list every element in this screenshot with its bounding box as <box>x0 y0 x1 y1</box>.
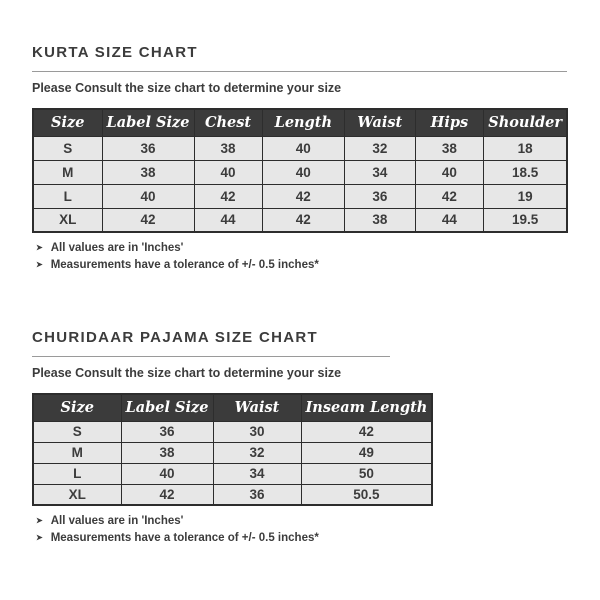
cell: 42 <box>121 484 213 505</box>
kurta-notes <box>32 242 568 271</box>
cell: XL <box>33 484 121 505</box>
cell: 32 <box>213 442 301 463</box>
churidaar-subtitle: Please Consult the size chart to determine your size <box>32 366 342 380</box>
cell: 18.5 <box>484 160 567 184</box>
churidaar-row-s <box>33 421 432 442</box>
cell: M <box>33 442 121 463</box>
cell: 38 <box>121 442 213 463</box>
cell: S <box>33 136 102 160</box>
cell: 38 <box>345 208 415 232</box>
cell: L <box>33 463 121 484</box>
churidaar-notes <box>32 515 568 544</box>
kurta-col-length: Length <box>262 109 345 136</box>
cell: 38 <box>102 160 194 184</box>
cell: 38 <box>194 136 262 160</box>
churidaar-col-inseam-length: Inseam Length <box>301 394 432 421</box>
kurta-col-chest: Chest <box>194 109 262 136</box>
churidaar-col-size: Size <box>33 394 121 421</box>
cell: 19 <box>484 184 567 208</box>
arrow-bullet-icon: ➤ <box>36 533 43 542</box>
arrow-bullet-icon: ➤ <box>36 260 43 269</box>
cell: S <box>33 421 121 442</box>
cell: 18 <box>484 136 567 160</box>
kurta-row-s <box>33 136 567 160</box>
churidaar-section <box>32 329 568 544</box>
cell: 44 <box>194 208 262 232</box>
cell: 19.5 <box>484 208 567 232</box>
cell: 34 <box>345 160 415 184</box>
kurta-row-xl <box>33 208 567 232</box>
kurta-subtitle: Please Consult the size chart to determine your size <box>32 81 342 95</box>
churidaar-section-title: CHURIDAAR PAJAMA SIZE CHART <box>32 329 318 346</box>
cell: 36 <box>121 421 213 442</box>
arrow-bullet-icon: ➤ <box>36 243 43 252</box>
cell: 40 <box>102 184 194 208</box>
kurta-title-divider <box>32 71 567 72</box>
kurta-size-table <box>32 108 568 233</box>
cell: 38 <box>415 136 484 160</box>
cell: 40 <box>194 160 262 184</box>
kurta-row-m <box>33 160 567 184</box>
churidaar-header-row <box>33 394 432 421</box>
kurta-col-hips: Hips <box>415 109 484 136</box>
note-item <box>36 242 568 254</box>
cell: 42 <box>262 208 345 232</box>
kurta-row-l <box>33 184 567 208</box>
cell: 34 <box>213 463 301 484</box>
cell: L <box>33 184 102 208</box>
cell: M <box>33 160 102 184</box>
cell: 49 <box>301 442 432 463</box>
churidaar-row-m <box>33 442 432 463</box>
kurta-col-label-size: Label Size <box>102 109 194 136</box>
churidaar-size-table <box>32 393 433 506</box>
cell: 40 <box>262 136 345 160</box>
kurta-col-shoulder: Shoulder <box>484 109 567 136</box>
cell: 42 <box>194 184 262 208</box>
churidaar-row-l <box>33 463 432 484</box>
note-item <box>36 532 568 544</box>
churidaar-title-divider <box>32 356 390 357</box>
churidaar-col-label-size: Label Size <box>121 394 213 421</box>
note-item <box>36 259 568 271</box>
cell: 42 <box>262 184 345 208</box>
cell: 40 <box>262 160 345 184</box>
cell: 42 <box>415 184 484 208</box>
cell: 36 <box>102 136 194 160</box>
cell: 32 <box>345 136 415 160</box>
cell: XL <box>33 208 102 232</box>
note-text: All values are in 'Inches' <box>50 515 184 527</box>
note-text: Measurements have a tolerance of +/- 0.5 inches* <box>50 259 319 271</box>
cell: 42 <box>301 421 432 442</box>
cell: 30 <box>213 421 301 442</box>
kurta-section <box>32 44 568 271</box>
note-text: Measurements have a tolerance of +/- 0.5 inches* <box>50 532 319 544</box>
cell: 44 <box>415 208 484 232</box>
cell: 40 <box>121 463 213 484</box>
cell: 36 <box>213 484 301 505</box>
kurta-col-waist: Waist <box>345 109 415 136</box>
kurta-header-row <box>33 109 567 136</box>
kurta-section-title: KURTA SIZE CHART <box>32 44 198 61</box>
arrow-bullet-icon: ➤ <box>36 516 43 525</box>
cell: 36 <box>345 184 415 208</box>
churidaar-row-xl <box>33 484 432 505</box>
note-item <box>36 515 568 527</box>
cell: 50 <box>301 463 432 484</box>
kurta-col-size: Size <box>33 109 102 136</box>
churidaar-col-waist: Waist <box>213 394 301 421</box>
cell: 40 <box>415 160 484 184</box>
note-text: All values are in 'Inches' <box>50 242 184 254</box>
cell: 50.5 <box>301 484 432 505</box>
cell: 42 <box>102 208 194 232</box>
